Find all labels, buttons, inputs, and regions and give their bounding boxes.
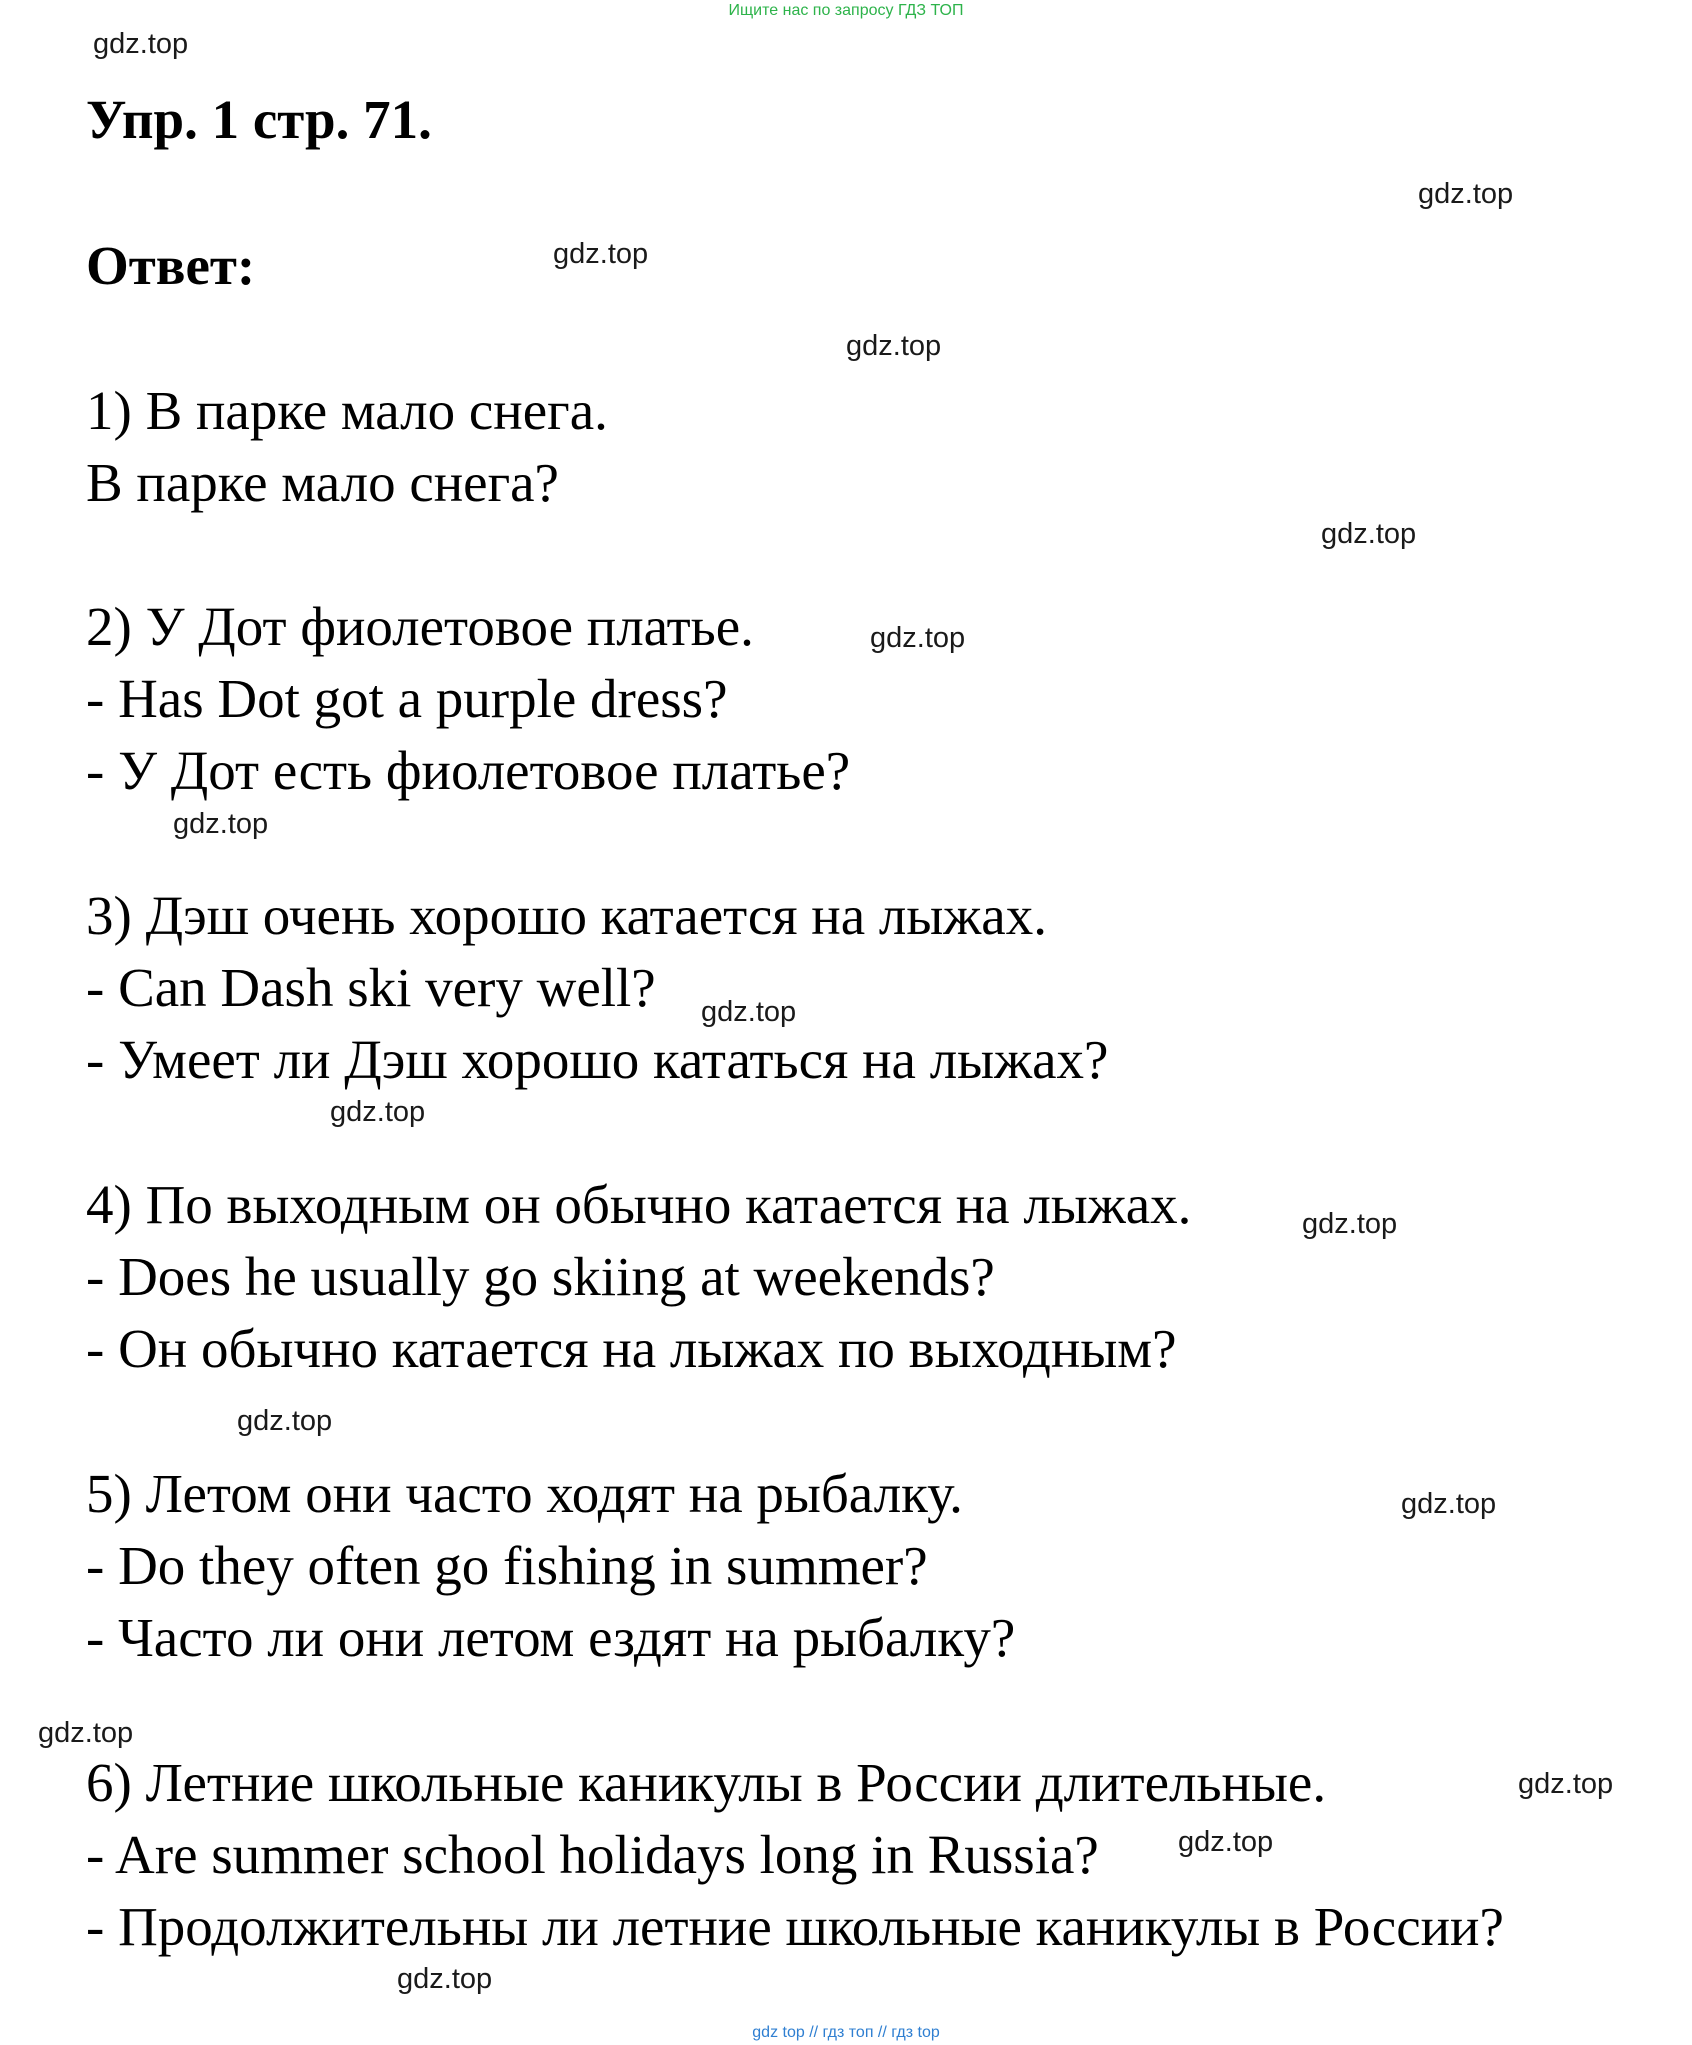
- answer-line: В парке мало снега?: [86, 452, 559, 513]
- answer-line: 4) По выходным он обычно катается на лыжах.: [86, 1174, 1192, 1235]
- watermark: gdz.top: [1401, 1488, 1497, 1520]
- answer-line: - Часто ли они летом ездят на рыбалку?: [86, 1607, 1016, 1668]
- answer-line: - У Дот есть фиолетовое платье?: [86, 740, 851, 801]
- answer-line: 5) Летом они часто ходят на рыбалку.: [86, 1463, 963, 1524]
- answer-label: Ответ:: [86, 235, 256, 296]
- watermark: gdz.top: [870, 622, 966, 654]
- watermark: gdz.top: [397, 1963, 493, 1995]
- answer-line: - Can Dash ski very well?: [86, 957, 656, 1018]
- page-title: Упр. 1 стр. 71.: [86, 89, 432, 150]
- answer-line: 6) Летние школьные каникулы в России длительные.: [86, 1752, 1327, 1813]
- answer-line: - Умеет ли Дэш хорошо кататься на лыжах?: [86, 1029, 1109, 1090]
- watermark: gdz.top: [553, 238, 649, 270]
- answer-line: - Он обычно катается на лыжах по выходным?: [86, 1318, 1177, 1379]
- watermark: gdz.top: [93, 28, 189, 60]
- watermark: gdz.top: [237, 1405, 333, 1437]
- answer-line: - Does he usually go skiing at weekends?: [86, 1246, 995, 1307]
- answer-line: 3) Дэш очень хорошо катается на лыжах.: [86, 885, 1047, 946]
- watermark: gdz.top: [173, 808, 269, 840]
- watermark: gdz.top: [1321, 518, 1417, 550]
- answer-line: - Are summer school holidays long in Russia?: [86, 1824, 1099, 1885]
- watermark: gdz.top: [1178, 1826, 1274, 1858]
- watermark: gdz.top: [1518, 1768, 1614, 1800]
- watermark: gdz.top: [1418, 178, 1514, 210]
- watermark: gdz.top: [38, 1717, 134, 1749]
- answer-line: 2) У Дот фиолетовое платье.: [86, 596, 754, 657]
- answer-line: - Продолжительны ли летние школьные каникулы в России?: [86, 1896, 1504, 1957]
- top-notice-link[interactable]: Ищите нас по запросу ГДЗ ТОП: [728, 2, 964, 19]
- watermark: gdz.top: [701, 996, 797, 1028]
- answer-line: - Do they often go fishing in summer?: [86, 1535, 928, 1596]
- answer-line: 1) В парке мало снега.: [86, 380, 608, 441]
- answer-line: - Has Dot got a purple dress?: [86, 668, 728, 729]
- watermark: gdz.top: [330, 1096, 426, 1128]
- watermark: gdz.top: [1302, 1208, 1398, 1240]
- watermark: gdz.top: [846, 330, 942, 362]
- footer-links[interactable]: gdz top // гдз топ // гдз top: [752, 2024, 940, 2041]
